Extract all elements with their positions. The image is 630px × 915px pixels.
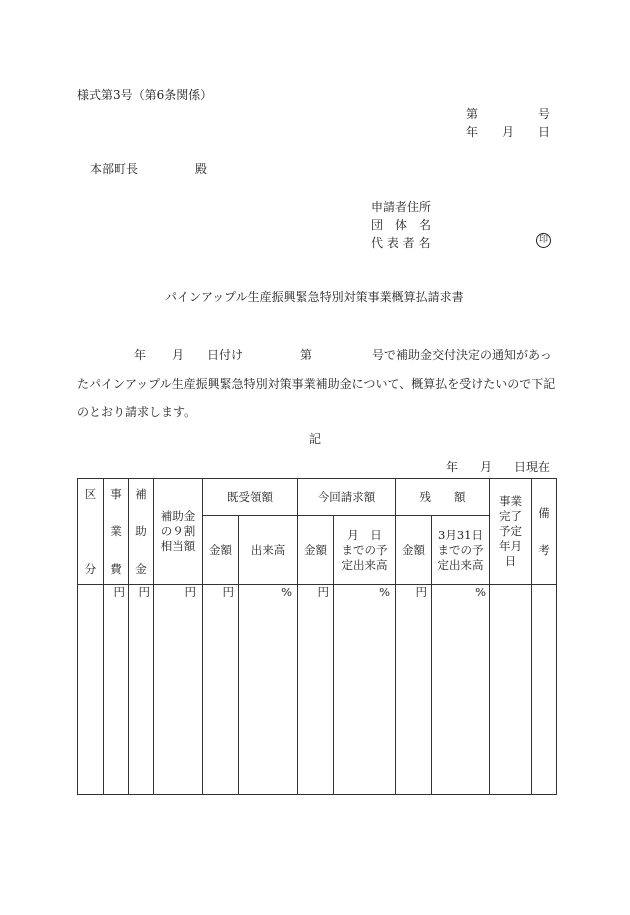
- col-ninety-line-2: の９割: [160, 524, 196, 538]
- unit-yen-jigyohi: 円: [104, 585, 129, 795]
- col-hojokin-char-1: 補: [135, 486, 147, 501]
- sub-current-line-1: 月 日: [347, 527, 382, 542]
- col-completion-date: [490, 479, 532, 585]
- sub-current-line-3: 定出来高: [341, 557, 388, 572]
- sub-remaining-line-3: 定出来高: [437, 557, 484, 572]
- unit-yen-hojokin: 円: [129, 585, 154, 795]
- seal-mark: 印: [536, 233, 551, 248]
- as-of-year: 年: [446, 460, 459, 474]
- applicant-address-label: 申請者住所: [371, 200, 432, 214]
- sub-current-amount: 金額: [298, 516, 334, 585]
- date-year-label: 年: [466, 125, 479, 139]
- unit-percent-current: %: [334, 585, 396, 795]
- unit-yen-current: 円: [298, 585, 334, 795]
- unit-yen-remaining: 円: [396, 585, 432, 795]
- col-completion-line-3: 予定: [499, 524, 522, 538]
- request-table: [77, 478, 557, 795]
- col-hojokin-char-2: 助: [135, 524, 147, 538]
- sub-received-progress: 出来高: [239, 516, 298, 585]
- col-remarks-char-2: 考: [538, 542, 550, 557]
- recipient: 本部町長: [90, 162, 139, 176]
- col-kubun-char-2: 分: [84, 561, 97, 576]
- col-hojokin: [129, 479, 154, 585]
- sub-remaining-line-2: までの予: [437, 542, 484, 557]
- applicant-representative-label: 代 表 者 名: [371, 236, 431, 250]
- document-number-suffix: 号: [538, 107, 551, 121]
- applicant-group-label: 団 体 名: [371, 218, 432, 232]
- sub-received-amount: 金額: [203, 516, 239, 585]
- col-hojokin-char-3: 金: [135, 561, 147, 576]
- body-text-rest: 号で補助金交付決定の通知があっ: [372, 348, 552, 362]
- sub-remaining-planned-progress: [432, 516, 490, 585]
- col-jigyohi: [104, 479, 129, 585]
- body-line-2: たパインアップル生産振興緊急特別対策事業補助金について、概算払を受けたいので下記: [77, 377, 556, 391]
- col-jigyohi-char-3: 費: [110, 561, 122, 576]
- body-dated: 日付け: [207, 348, 244, 362]
- col-jigyohi-char-1: 事: [110, 486, 122, 501]
- col-completion-line-2: 完了: [499, 509, 522, 523]
- col-jigyohi-char-2: 業: [110, 524, 122, 538]
- body-line-3: のとおり請求します。: [77, 405, 197, 419]
- sub-remaining-amount: 金額: [396, 516, 432, 585]
- col-remarks: [532, 479, 557, 585]
- form-number: 様式第3号（第6条関係）: [77, 88, 213, 102]
- body-month: 月: [172, 348, 185, 362]
- unit-percent-received: %: [239, 585, 298, 795]
- document-number-label: 第: [466, 107, 479, 121]
- col-remaining-header: 残 額: [396, 479, 490, 516]
- col-received-header: 既受領額: [203, 479, 298, 516]
- unit-percent-remaining: %: [432, 585, 490, 795]
- col-ninety-line-1: 補助金: [160, 509, 196, 523]
- cell-completion-data: [490, 585, 532, 795]
- as-of-month: 月: [480, 460, 493, 474]
- body-number: 第: [300, 348, 313, 362]
- honorific: 殿: [195, 162, 208, 176]
- cell-remarks-data: [532, 585, 557, 795]
- body-year: 年: [134, 348, 147, 362]
- as-of-day: 日現在: [514, 460, 551, 474]
- unit-yen-received: 円: [203, 585, 239, 795]
- col-completion-line-5: 日: [504, 554, 517, 568]
- col-kubun: [78, 479, 104, 585]
- date-day-label: 日: [538, 125, 551, 139]
- col-kubun-char-1: 区: [84, 486, 97, 501]
- col-ninety-line-3: 相当額: [160, 539, 196, 553]
- sub-current-line-2: までの予: [341, 542, 388, 557]
- col-completion-line-1: 事業: [499, 494, 522, 508]
- cell-kubun-data: [78, 585, 104, 795]
- col-ninety-percent: [154, 479, 203, 585]
- col-current-header: 今回請求額: [298, 479, 396, 516]
- unit-yen-ninety: 円: [154, 585, 203, 795]
- document-title: パインアップル生産振興緊急特別対策事業概算払請求書: [165, 290, 464, 304]
- date-month-label: 月: [502, 125, 515, 139]
- col-completion-line-4: 年月: [499, 539, 522, 553]
- sub-current-planned-progress: [334, 516, 396, 585]
- col-remarks-char-1: 備: [538, 505, 550, 520]
- ki-heading: 記: [309, 432, 322, 446]
- sub-remaining-line-1: 3月31日: [438, 527, 483, 542]
